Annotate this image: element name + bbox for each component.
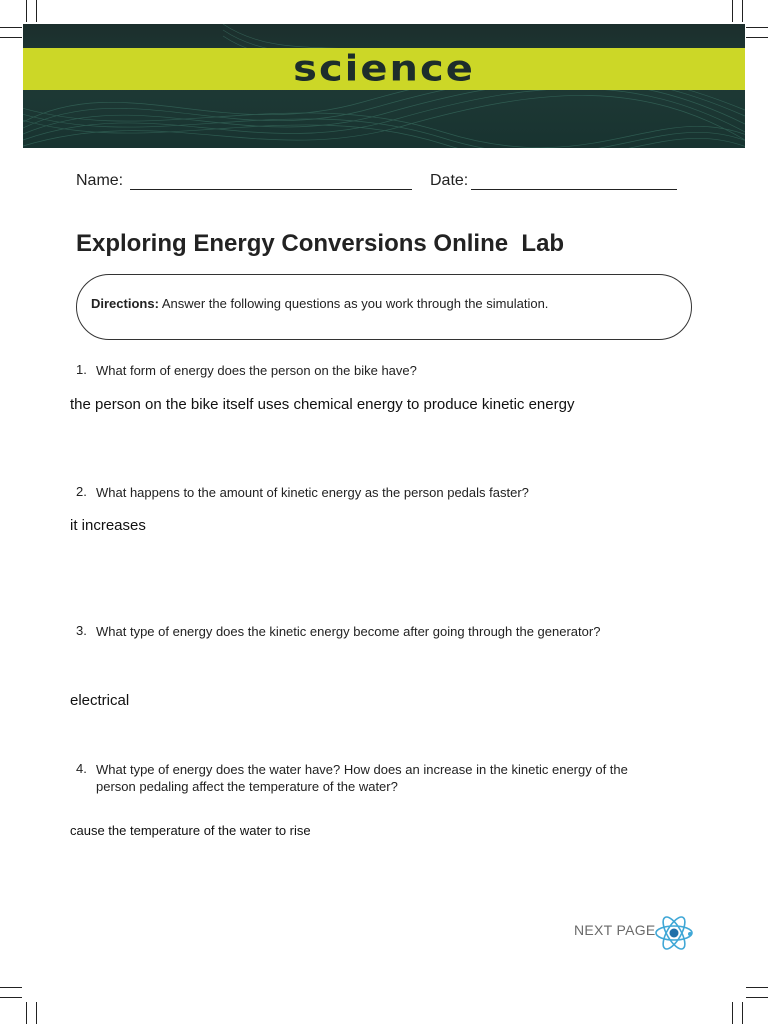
answer-1[interactable]: the person on the bike itself uses chemical energy to produce kinetic energy: [70, 396, 575, 413]
page-title: Exploring Energy Conversions Online Lab: [76, 230, 565, 257]
crop-mark: [26, 0, 27, 22]
question-number: 4.: [76, 761, 87, 776]
directions-body: Answer the following questions as you work through the simulation.: [161, 296, 549, 311]
question-text: What happens to the amount of kinetic energy as the person pedals faster?: [96, 485, 529, 500]
crop-mark: [0, 37, 22, 38]
crop-mark: [732, 0, 733, 22]
crop-mark: [0, 27, 22, 28]
answer-4[interactable]: cause the temperature of the water to rise: [70, 823, 311, 838]
name-field[interactable]: [130, 189, 412, 190]
crop-mark: [36, 0, 37, 22]
crop-mark: [36, 1002, 37, 1024]
question-number: 2.: [76, 484, 87, 499]
directions-text: [91, 296, 548, 311]
answer-3[interactable]: electrical: [70, 692, 130, 709]
directions-box: [76, 274, 692, 340]
crop-mark: [732, 1002, 733, 1024]
question-number: 1.: [76, 362, 87, 377]
directions-label: Directions:: [91, 296, 159, 311]
question-text: What form of energy does the person on the bike have?: [96, 363, 417, 378]
science-banner: [23, 24, 745, 148]
banner-title-text: science: [293, 48, 475, 90]
name-label: Name:: [76, 172, 124, 189]
atom-icon: [653, 912, 695, 954]
crop-mark: [0, 997, 22, 998]
banner-title: [23, 46, 745, 92]
question-number: 3.: [76, 623, 87, 638]
date-label: Date:: [430, 172, 469, 189]
crop-mark: [0, 987, 22, 988]
crop-mark: [746, 27, 768, 28]
next-page-link[interactable]: NEXT PAGE: [574, 922, 656, 938]
question-text: What type of energy does the kinetic energy become after going through the generator?: [96, 624, 601, 639]
crop-mark: [742, 1002, 743, 1024]
crop-mark: [746, 37, 768, 38]
crop-mark: [26, 1002, 27, 1024]
crop-mark: [742, 0, 743, 22]
date-field[interactable]: [471, 189, 677, 190]
crop-mark: [746, 997, 768, 998]
question-text: What type of energy does the water have? How does an increase in the kinetic energy of the person pedaling affect the temperature of the water?: [96, 762, 628, 794]
answer-2[interactable]: it increases: [70, 517, 146, 534]
crop-mark: [746, 987, 768, 988]
